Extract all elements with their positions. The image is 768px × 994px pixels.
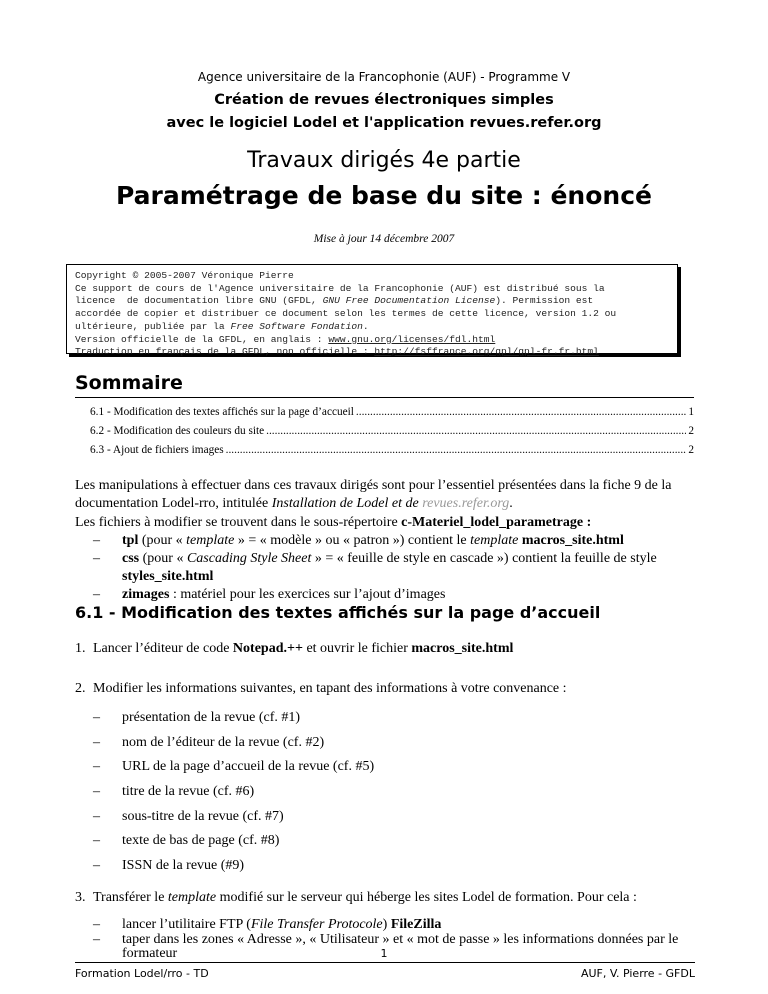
- footer-right: AUF, V. Pierre - GFDL: [580, 967, 695, 980]
- page-title: Paramétrage de base du site : énoncé: [116, 181, 652, 210]
- list-item: – ISSN de la revue (#9): [93, 858, 245, 873]
- course-title-line1: Création de revues électroniques simples: [214, 92, 554, 108]
- list-item: – nom de l’éditeur de la revue (cf. #2): [93, 735, 325, 750]
- toc-divider: [75, 397, 694, 398]
- organization-line: Agence universitaire de la Francophonie (AUF) - Programme V: [197, 70, 571, 84]
- list-item: – tpl (pour « template » = « modèle » ou « patron ») contient le template macros_site.html: [93, 533, 624, 548]
- td-title: Travaux dirigés 4e partie: [247, 148, 521, 173]
- files-paragraph: Les fichiers à modifier se trouvent dans le sous-répertoire c-Materiel_lodel_parametrage :: [75, 515, 592, 530]
- list-item: – taper dans les zones « Adresse », « Utilisateur » et « mot de passe » les informations données par le formateur: [93, 932, 679, 961]
- toc-entry[interactable]: 6.1 - Modification des textes affichés sur la page d’accueil ..... 1: [90, 406, 694, 418]
- list-item: – zimages : matériel pour les exercices sur l’ajout d’images: [93, 587, 446, 602]
- list-item: – titre de la revue (cf. #6): [93, 784, 255, 799]
- list-item: – lancer l’utilitaire FTP (File Transfer Protocole) FileZilla: [93, 917, 442, 932]
- toc-entry[interactable]: 6.2 - Modification des couleurs du site ..... 2: [90, 425, 694, 437]
- copyright-box: Copyright © 2005-2007 Véronique Pierre Ce support de cours de l'Agence universitaire de la Francophonie (AUF) est distribué sous la licence de documentation libre GNU (GFDL, GNU Free Documentation License). Permission est accordée de copier et distribuer ce document selon les termes de cette licence, version 1.2 ou ultérieure, publiée par la Free Software Fondation. Version officielle de la GFDL, en anglais : www.gnu.org/licenses/fdl.html Traduction en français de la GFDL, non officielle : http://fsffrance.org/gpl/gpl-fr.fr.html: [66, 264, 678, 354]
- footer-left: Formation Lodel/rro - TD: [75, 967, 209, 980]
- list-item: – sous-titre de la revue (cf. #7): [93, 809, 284, 824]
- update-date: Mise à jour 14 décembre 2007: [313, 233, 455, 245]
- step-1: 1. Lancer l’éditeur de code Notepad.++ et ouvrir le fichier macros_site.html: [75, 641, 514, 656]
- page-number: 1: [380, 947, 388, 960]
- course-title-line2: avec le logiciel Lodel et l'application revues.refer.org: [166, 115, 602, 131]
- copyright-line: accordée de copier et distribuer ce document selon les termes de cette licence, version 1.2 ou: [75, 308, 617, 320]
- list-item: – présentation de la revue (cf. #1): [93, 710, 301, 725]
- step-2: 2. Modifier les informations suivantes, en tapant des informations à votre convenance :: [75, 681, 567, 696]
- copyright-line: Ce support de cours de l'Agence universitaire de la Francophonie (AUF) est distribué sous la: [75, 282, 605, 294]
- list-item: – texte de bas de page (cf. #8): [93, 833, 280, 848]
- footer-divider: [75, 962, 695, 963]
- list-item: – css (pour « Cascading Style Sheet » = « feuille de style en cascade ») contient la feuille de style styles_site.html: [93, 551, 657, 584]
- gfdl-link[interactable]: www.gnu.org/licenses/fdl.html: [328, 333, 496, 345]
- revues-refer-link[interactable]: revues.refer.org: [422, 496, 510, 511]
- toc-heading: Sommaire: [75, 372, 183, 394]
- step-3: 3. Transférer le template modifié sur le serveur qui héberge les sites Lodel de formation. Pour cela :: [75, 890, 637, 905]
- section-title: 6.1 - Modification des textes affichés sur la page d’accueil: [75, 603, 601, 622]
- intro-paragraph: Les manipulations à effectuer dans ces travaux dirigés sont pour l’essentiel présentées dans la fiche 9 de la documentation Lodel-rro, intitulée Installation de Lodel et de revues.refer.org.: [75, 478, 672, 511]
- toc-entry[interactable]: 6.3 - Ajout de fichiers images ..... 2: [90, 444, 694, 456]
- list-item: – URL de la page d’accueil de la revue (cf. #5): [93, 759, 375, 774]
- gfdl-fr-link[interactable]: http://fsffrance.org/gpl/gpl-fr.fr.html: [374, 346, 599, 358]
- copyright-line: Copyright © 2005-2007 Véronique Pierre: [75, 270, 294, 281]
